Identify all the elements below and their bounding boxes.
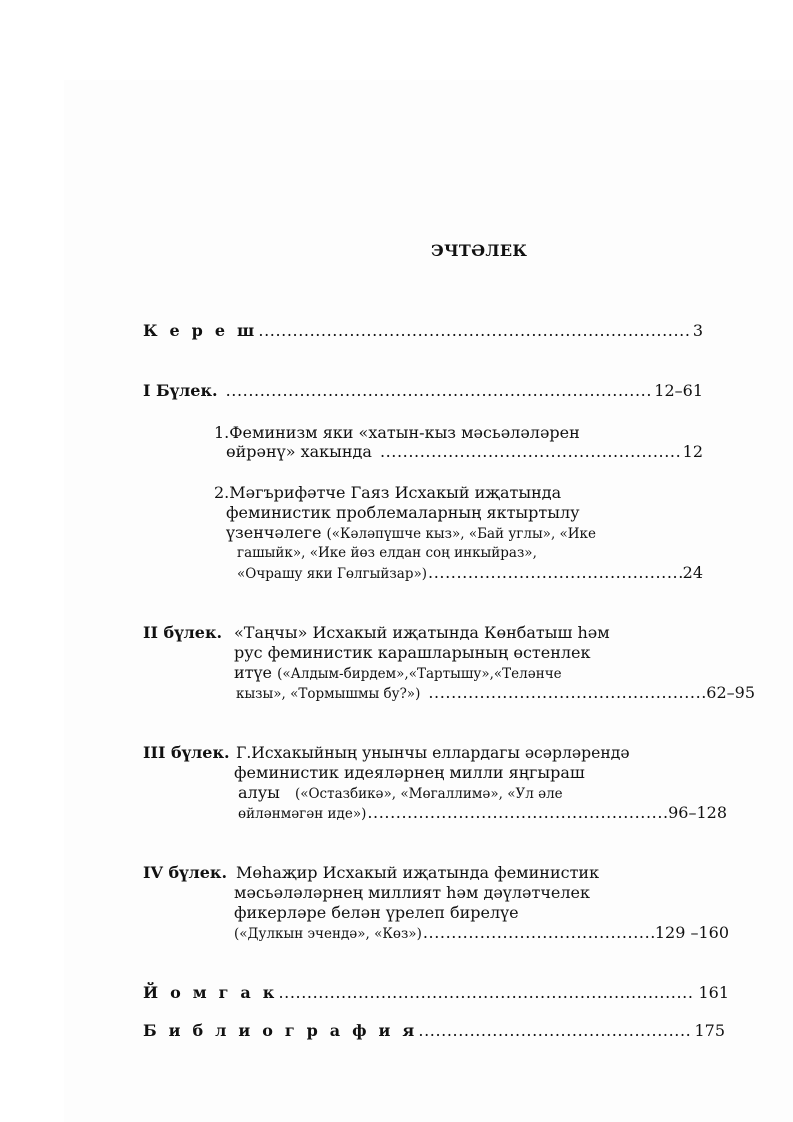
toc-entry-label: Б и б л и о г р а ф и я bbox=[143, 1021, 418, 1040]
dot-leader bbox=[380, 442, 682, 462]
dot-leader bbox=[428, 683, 705, 703]
section-1-2-line-3b: («Кәләпүшче кыз», «Бай углы», «Ике bbox=[326, 526, 596, 542]
chapter-2-line-1: «Таңчы» Исхакый иҗатында Көнбатыш һәм bbox=[234, 623, 610, 642]
toc-entry-chapter-4[interactable] bbox=[234, 923, 729, 944]
dot-leader bbox=[258, 321, 691, 341]
toc-entry-label: К е р е ш bbox=[143, 321, 258, 340]
chapter-2-line-3a: итүе bbox=[234, 663, 273, 682]
section-1-1-line-2: өйрәнү» хакында bbox=[226, 442, 372, 461]
toc-entry-conclusion[interactable] bbox=[143, 983, 729, 1003]
chapter-2-line-2: рус феминистик карашларының өстенлек bbox=[234, 643, 591, 662]
dot-leader bbox=[367, 803, 667, 823]
page-title: ЭЧТӘЛЕК bbox=[431, 241, 528, 260]
toc-entry-chapter-3[interactable] bbox=[238, 803, 727, 824]
dot-leader bbox=[418, 1021, 693, 1041]
chapter-4-line-3: фикерләре белән үрелеп бирелүе bbox=[234, 903, 519, 922]
chapter-label-3[interactable]: III бүлек. bbox=[143, 743, 230, 762]
chapter-3-line-1: Г.Исхакыйның унынчы еллардагы әсәрләрендә bbox=[236, 744, 630, 762]
chapter-3-line-2: феминистик идеяләрнең милли яңгыраш bbox=[234, 763, 585, 782]
toc-entry-page: 24 bbox=[682, 563, 703, 582]
section-1-2-line-3 bbox=[226, 523, 596, 544]
chapter-label: I Бүлек. bbox=[143, 381, 218, 400]
section-1-2-line-4: гашыйк», «Ике йөз елдан соң инкыйраз», bbox=[237, 545, 537, 561]
chapter-label-2[interactable]: II бүлек. bbox=[143, 623, 223, 642]
toc-entry-page: 3 bbox=[692, 321, 703, 340]
toc-entry-chapter-2[interactable] bbox=[236, 683, 755, 704]
chapter-4-line-2: мәсьәләләрнең миллият һәм дәүләтчелек bbox=[234, 883, 590, 902]
toc-entry-label: Й о м г а к bbox=[143, 983, 278, 1002]
dot-leader bbox=[226, 381, 654, 401]
chapter-label-4[interactable]: IV бүлек. bbox=[143, 863, 228, 882]
toc-entry-intro[interactable] bbox=[143, 321, 703, 341]
section-1-2-line-5: «Очрашу яки Гөлгыйзар») bbox=[237, 566, 428, 582]
section-1-2-line-3a: үзенчәлеге bbox=[226, 523, 322, 542]
chapter-4-line-4: («Дулкын эчендә», «Көз») bbox=[234, 926, 422, 942]
section-1-2-line-2: феминистик проблемаларның яктыртылу bbox=[226, 503, 580, 522]
toc-entry-page: 129 –160 bbox=[654, 923, 729, 942]
dot-leader bbox=[428, 563, 682, 583]
toc-entry-page: 161 bbox=[698, 983, 729, 1002]
toc-entry-bibliography[interactable] bbox=[143, 1021, 725, 1041]
toc-entry-page: 12–61 bbox=[654, 381, 703, 400]
toc-entry-section-1-2[interactable] bbox=[237, 563, 703, 584]
dot-leader bbox=[423, 923, 654, 943]
scanned-page bbox=[64, 80, 793, 1122]
chapter-2-line-3 bbox=[234, 663, 562, 684]
chapter-4-line-1: Мөһаҗир Исхакый иҗатында феминистик bbox=[236, 863, 600, 882]
toc-entry-page: 62–95 bbox=[706, 683, 755, 702]
section-1-2-line-1[interactable]: 2.Мәгърифәтче Гаяз Исхакый иҗатында bbox=[214, 483, 562, 502]
toc-entry-page: 96–128 bbox=[668, 803, 727, 822]
section-1-1-line-1[interactable]: 1.Феминизм яки «хатын-кыз мәсьәләләрен bbox=[214, 423, 580, 442]
dot-leader bbox=[278, 983, 692, 1003]
toc-entry-page: 12 bbox=[682, 442, 703, 461]
chapter-2-line-3b: («Алдым-бирдем»,«Тартышу»,«Теләнче bbox=[277, 666, 562, 682]
chapter-3-line-3b: («Остазбикә», «Мөгаллимә», «Ул әле bbox=[294, 786, 563, 802]
chapter-3-line-4: өйләнмәгән иде») bbox=[238, 806, 367, 822]
chapter-2-line-4: кызы», «Тормышмы бу?») bbox=[236, 686, 421, 702]
toc-entry-page: 175 bbox=[694, 1021, 725, 1040]
chapter-3-line-3 bbox=[238, 783, 563, 804]
toc-entry-section-1-1[interactable] bbox=[226, 442, 703, 462]
toc-entry-chapter-1[interactable] bbox=[143, 381, 703, 401]
chapter-3-line-3a: алуы bbox=[238, 783, 280, 802]
